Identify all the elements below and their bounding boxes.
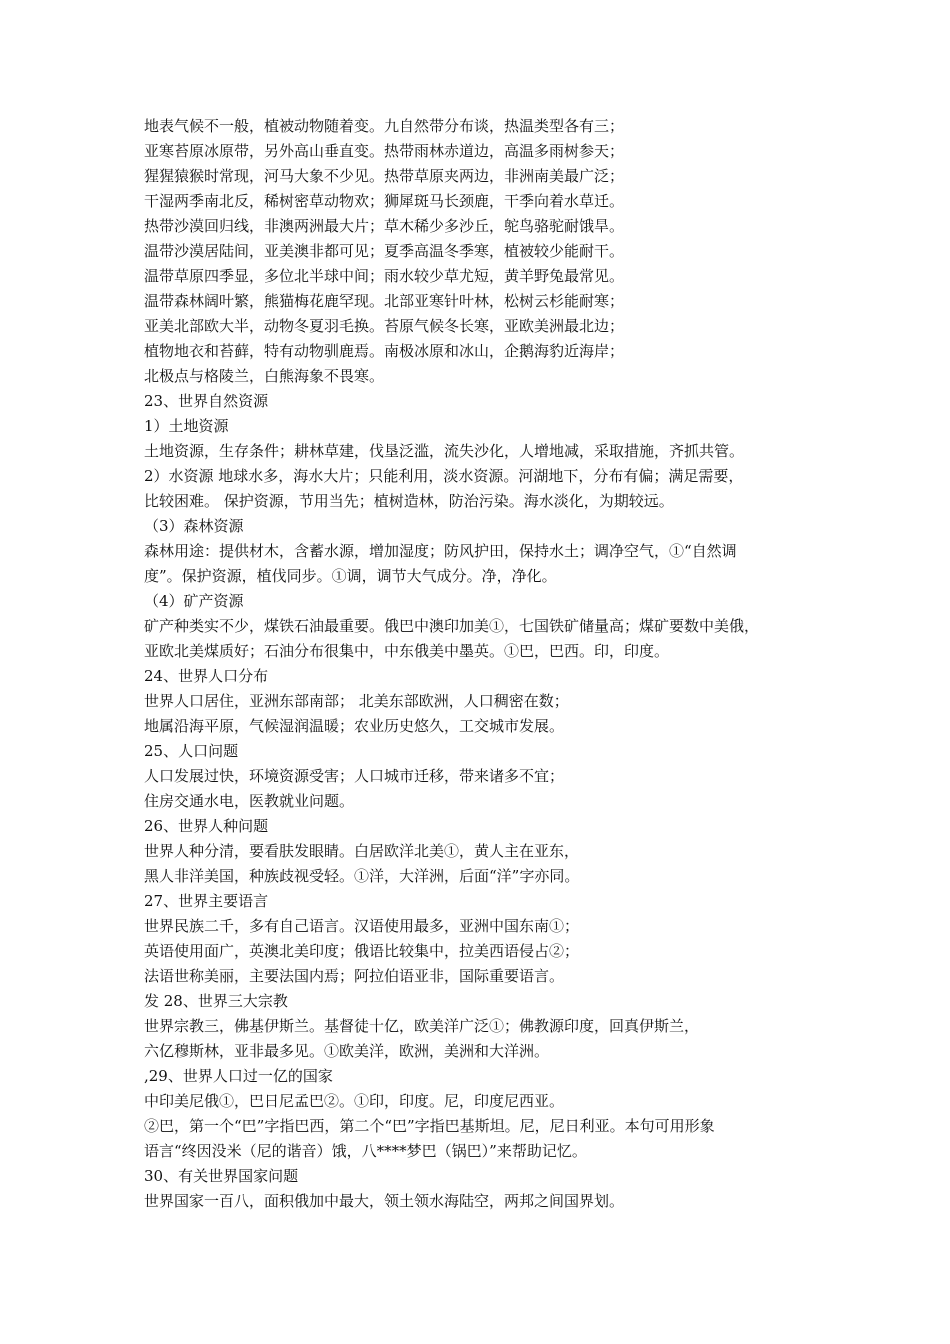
text-line: 干湿两季南北反，稀树密草动物欢；狮犀斑马长颈鹿，干季向着水草迁。 [144,192,625,210]
text-line: 温带沙漠居陆间，亚美澳非都可见；夏季高温冬季寒，植被较少能耐干。 [144,242,625,260]
text-line: 黑人非洋美国，种族歧视受轻。①洋，大洋洲，后面“洋”字亦同。 [144,867,580,885]
text-line: 森林用途：提供材木，含蓄水源，增加湿度；防风护田，保持水土；调净空气，①“自然调 [144,542,737,560]
text-line: 热带沙漠回归线，非澳两洲最大片；草木稀少多沙丘，鸵鸟骆驼耐饿旱。 [144,217,625,235]
text-line: 比较困难。 保护资源，节用当先；植树造林，防治污染。海水淡化，为期较远。 [144,492,674,510]
text-line: 地表气候不一般，植被动物随着变。九自然带分布谈，热温类型各有三； [144,117,625,135]
subsection-heading: （4）矿产资源 [144,592,244,610]
section-heading: 25、人口问题 [144,742,239,760]
text-line: 法语世称美丽，主要法国内焉；阿拉伯语亚非，国际重要语言。 [144,967,565,985]
text-line: 亚美北部欧大半，动物冬夏羽毛换。苔原气候冬长寒，亚欧美洲最北边； [144,317,625,335]
section-heading: 24、世界人口分布 [144,667,269,685]
text-line: 六亿穆斯林，亚非最多见。①欧美洋，欧洲，美洲和大洋洲。 [144,1042,550,1060]
text-line: 2）水资源 地球水多，海水大片；只能利用，淡水资源。河湖地下，分布有偏；满足需要， [144,467,744,485]
text-line: 植物地衣和苔藓，特有动物驯鹿焉。南极冰原和冰山，企鹅海豹近海岸； [144,342,625,360]
subsection-heading: （3）森林资源 [144,517,244,535]
text-line: ②巴，第一个“巴”字指巴西，第二个“巴”字指巴基斯坦。尼，尼日利亚。本句可用形象 [144,1117,715,1135]
text-line: 世界国家一百八，面积俄加中最大，领土领水海陆空，两邦之间国界划。 [144,1192,625,1210]
text-line: 语言“终因没米（尼的谐音）饿，八****梦巴（锅巴）”来帮助记忆。 [144,1142,587,1160]
text-line: 温带草原四季显，多位北半球中间；雨水较少草尤短，黄羊野兔最常见。 [144,267,625,285]
text-line: 温带森林阔叶繁，熊猫梅花鹿罕现。北部亚寒针叶林，松树云杉能耐寒； [144,292,625,310]
text-line: 住房交通水电，医教就业问题。 [144,792,355,810]
section-heading: ,29、世界人口过一亿的国家 [144,1067,333,1085]
text-line: 世界民族二千，多有自己语言。汉语使用最多，亚洲中国东南①； [144,917,580,935]
text-line: 北极点与格陵兰，白熊海象不畏寒。 [144,367,385,385]
section-heading: 26、世界人种问题 [144,817,269,835]
text-line: 土地资源，生存条件；耕林草建，伐垦泛滥，流失沙化，人增地减，采取措施，齐抓共管。 [144,442,745,460]
document-body [144,114,812,1214]
section-heading: 发 28、世界三大宗教 [144,992,288,1010]
subsection-heading: 1）土地资源 [144,417,229,435]
text-line: 猩猩猿猴时常现，河马大象不少见。热带草原夹两边，非洲南美最广泛； [144,167,625,185]
text-line: 世界人口居住，亚洲东部南部； 北美东部欧洲，人口稠密在数； [144,692,569,710]
text-line: 地属沿海平原，气候湿润温暖；农业历史悠久，工交城市发展。 [144,717,565,735]
text-line: 亚欧北美煤质好；石油分布很集中，中东俄美中墨英。①巴，巴西。印，印度。 [144,642,670,660]
section-heading: 30、有关世界国家问题 [144,1167,299,1185]
text-line: 度”。保护资源，植伐同步。①调，调节大气成分。净，净化。 [144,567,557,585]
text-line: 矿产种类实不少，煤铁石油最重要。俄巴中澳印加美①，七国铁矿储量高；煤矿要数中美俄， [144,617,760,635]
text-line: 中印美尼俄①，巴日尼孟巴②。①印，印度。尼，印度尼西亚。 [144,1092,565,1110]
text-line: 世界人种分清，要看肤发眼睛。白居欧洋北美①，黄人主在亚东， [144,842,580,860]
section-heading: 23、世界自然资源 [144,392,269,410]
section-heading: 27、世界主要语言 [144,892,269,910]
text-line: 人口发展过快，环境资源受害；人口城市迁移，带来诸多不宜； [144,767,565,785]
text-line: 世界宗教三，佛基伊斯兰。基督徒十亿，欧美洋广泛①；佛教源印度，回真伊斯兰， [144,1017,700,1035]
text-line: 亚寒苔原冰原带，另外高山垂直变。热带雨林赤道边，高温多雨树参天； [144,142,625,160]
text-line: 英语使用面广，英澳北美印度；俄语比较集中，拉美西语侵占②； [144,942,580,960]
